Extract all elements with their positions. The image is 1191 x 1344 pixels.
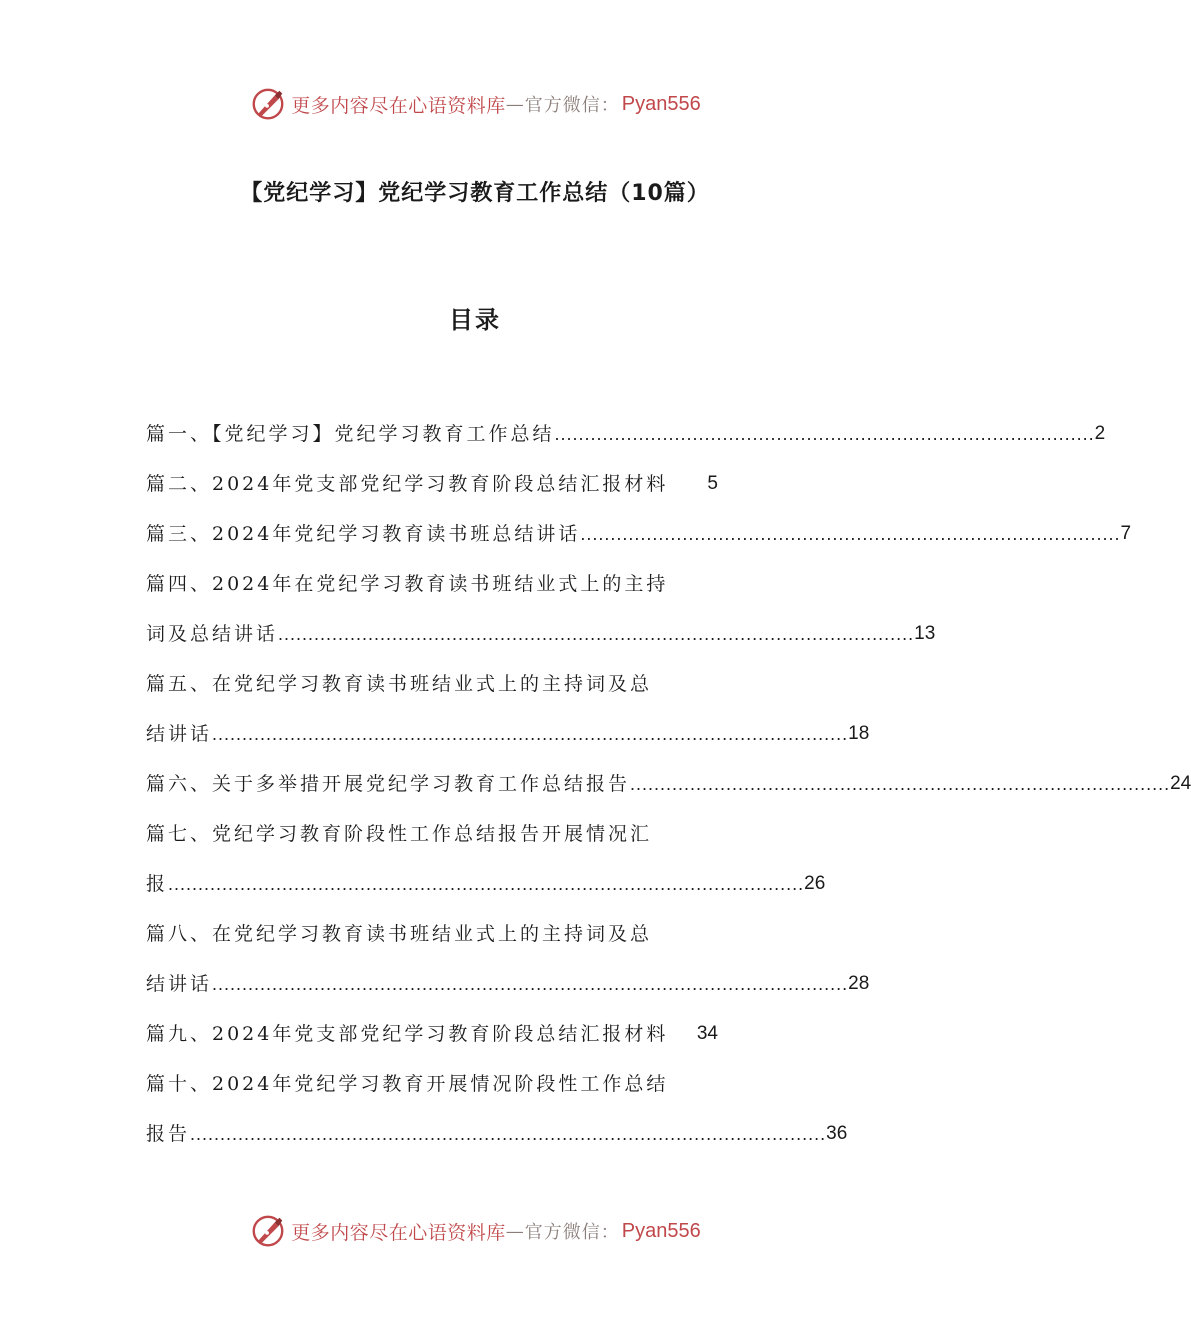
toc-entry-continuation: 报 bbox=[146, 873, 169, 895]
toc-page-number: 34 bbox=[696, 1023, 718, 1044]
toc-entry-4[interactable] bbox=[146, 567, 718, 617]
toc-leader-dots: .......................................................................................................... bbox=[212, 974, 849, 994]
toc-page-number: 28 bbox=[848, 973, 870, 994]
document-title: 【党纪学习】党纪学习教育工作总结（10篇） bbox=[240, 181, 710, 206]
toc-leader-dots: .......................................................................................... bbox=[630, 774, 1171, 794]
toc-page-number: 18 bbox=[848, 723, 870, 744]
table-of-contents bbox=[146, 417, 1191, 1167]
watermark-main-text: 更多内容尽在心语资料库 bbox=[291, 1221, 506, 1244]
toc-entry-10-continuation[interactable] bbox=[146, 1117, 848, 1167]
toc-entry-6[interactable] bbox=[146, 767, 1191, 817]
toc-entry-text: 篇九、2024年党支部党纪学习教育阶段总结汇报材料 bbox=[146, 1023, 669, 1045]
toc-entry-text: 篇十、2024年党纪学习教育开展情况阶段性工作总结 bbox=[146, 1073, 669, 1095]
toc-entry-8[interactable] bbox=[146, 917, 718, 967]
toc-entry-continuation: 结讲话 bbox=[146, 973, 213, 995]
toc-entry-continuation: 词及总结讲话 bbox=[146, 623, 279, 645]
toc-heading: 目录 bbox=[449, 306, 501, 334]
toc-leader-dots: .......................................................................................................... bbox=[278, 624, 915, 644]
toc-entry-text: 篇六、关于多举措开展党纪学习教育工作总结报告 bbox=[146, 773, 631, 795]
toc-page-number: 7 bbox=[1120, 523, 1132, 544]
toc-entry-7[interactable] bbox=[146, 817, 718, 867]
watermark-separator: — bbox=[505, 93, 525, 115]
pen-nib-icon bbox=[249, 85, 287, 123]
toc-entry-text: 篇二、2024年党支部党纪学习教育阶段总结汇报材料 bbox=[146, 473, 669, 495]
toc-entry-8-continuation[interactable] bbox=[146, 967, 870, 1017]
toc-leader-dots: .......................................................................................... bbox=[554, 424, 1095, 444]
toc-page-number: 2 bbox=[1094, 423, 1106, 444]
watermark-separator: — bbox=[505, 1220, 525, 1242]
toc-entry-7-continuation[interactable] bbox=[146, 867, 826, 917]
toc-leader-dots: .......................................................................................................... bbox=[168, 874, 805, 894]
toc-page-number: 5 bbox=[707, 473, 718, 494]
toc-entry-text: 篇四、2024年在党纪学习教育读书班结业式上的主持 bbox=[146, 573, 669, 595]
toc-entry-4-continuation[interactable] bbox=[146, 617, 936, 667]
toc-entry-text: 篇七、党纪学习教育阶段性工作总结报告开展情况汇 bbox=[146, 823, 653, 845]
watermark-main-text: 更多内容尽在心语资料库 bbox=[291, 94, 506, 117]
toc-page-number: 26 bbox=[804, 873, 826, 894]
toc-page-number: 36 bbox=[826, 1123, 848, 1144]
watermark-banner-bottom bbox=[0, 1209, 950, 1253]
pen-nib-icon bbox=[249, 1212, 287, 1250]
toc-entry-5-continuation[interactable] bbox=[146, 717, 870, 767]
watermark-wechat-id: Pyan556 bbox=[621, 92, 701, 115]
toc-entry-text: 篇一、【党纪学习】党纪学习教育工作总结 bbox=[146, 423, 555, 445]
toc-entry-3[interactable] bbox=[146, 517, 1132, 567]
watermark-wechat-id: Pyan556 bbox=[621, 1219, 701, 1242]
toc-leader-dots: .......................................................................................... bbox=[580, 524, 1121, 544]
toc-entry-text: 篇三、2024年党纪学习教育读书班总结讲话 bbox=[146, 523, 581, 545]
toc-entry-5[interactable] bbox=[146, 667, 718, 717]
toc-entry-continuation: 报告 bbox=[146, 1123, 191, 1145]
watermark-sub-text: 官方微信： bbox=[524, 1222, 620, 1243]
toc-entry-9[interactable] bbox=[146, 1017, 718, 1067]
toc-entry-1[interactable] bbox=[146, 417, 1106, 467]
toc-page-number: 24 bbox=[1170, 773, 1191, 794]
toc-page-number: 13 bbox=[914, 623, 936, 644]
toc-entry-text: 篇八、在党纪学习教育读书班结业式上的主持词及总 bbox=[146, 923, 653, 945]
watermark-banner-top bbox=[0, 82, 950, 126]
toc-entry-text: 篇五、在党纪学习教育读书班结业式上的主持词及总 bbox=[146, 673, 653, 695]
toc-leader-dots: .......................................................................................................... bbox=[212, 724, 849, 744]
toc-leader-dots: .......................................................................................................... bbox=[190, 1124, 827, 1144]
watermark-sub-text: 官方微信： bbox=[524, 95, 620, 116]
toc-entry-10[interactable] bbox=[146, 1067, 718, 1117]
toc-entry-continuation: 结讲话 bbox=[146, 723, 213, 745]
toc-entry-2[interactable] bbox=[146, 467, 718, 517]
